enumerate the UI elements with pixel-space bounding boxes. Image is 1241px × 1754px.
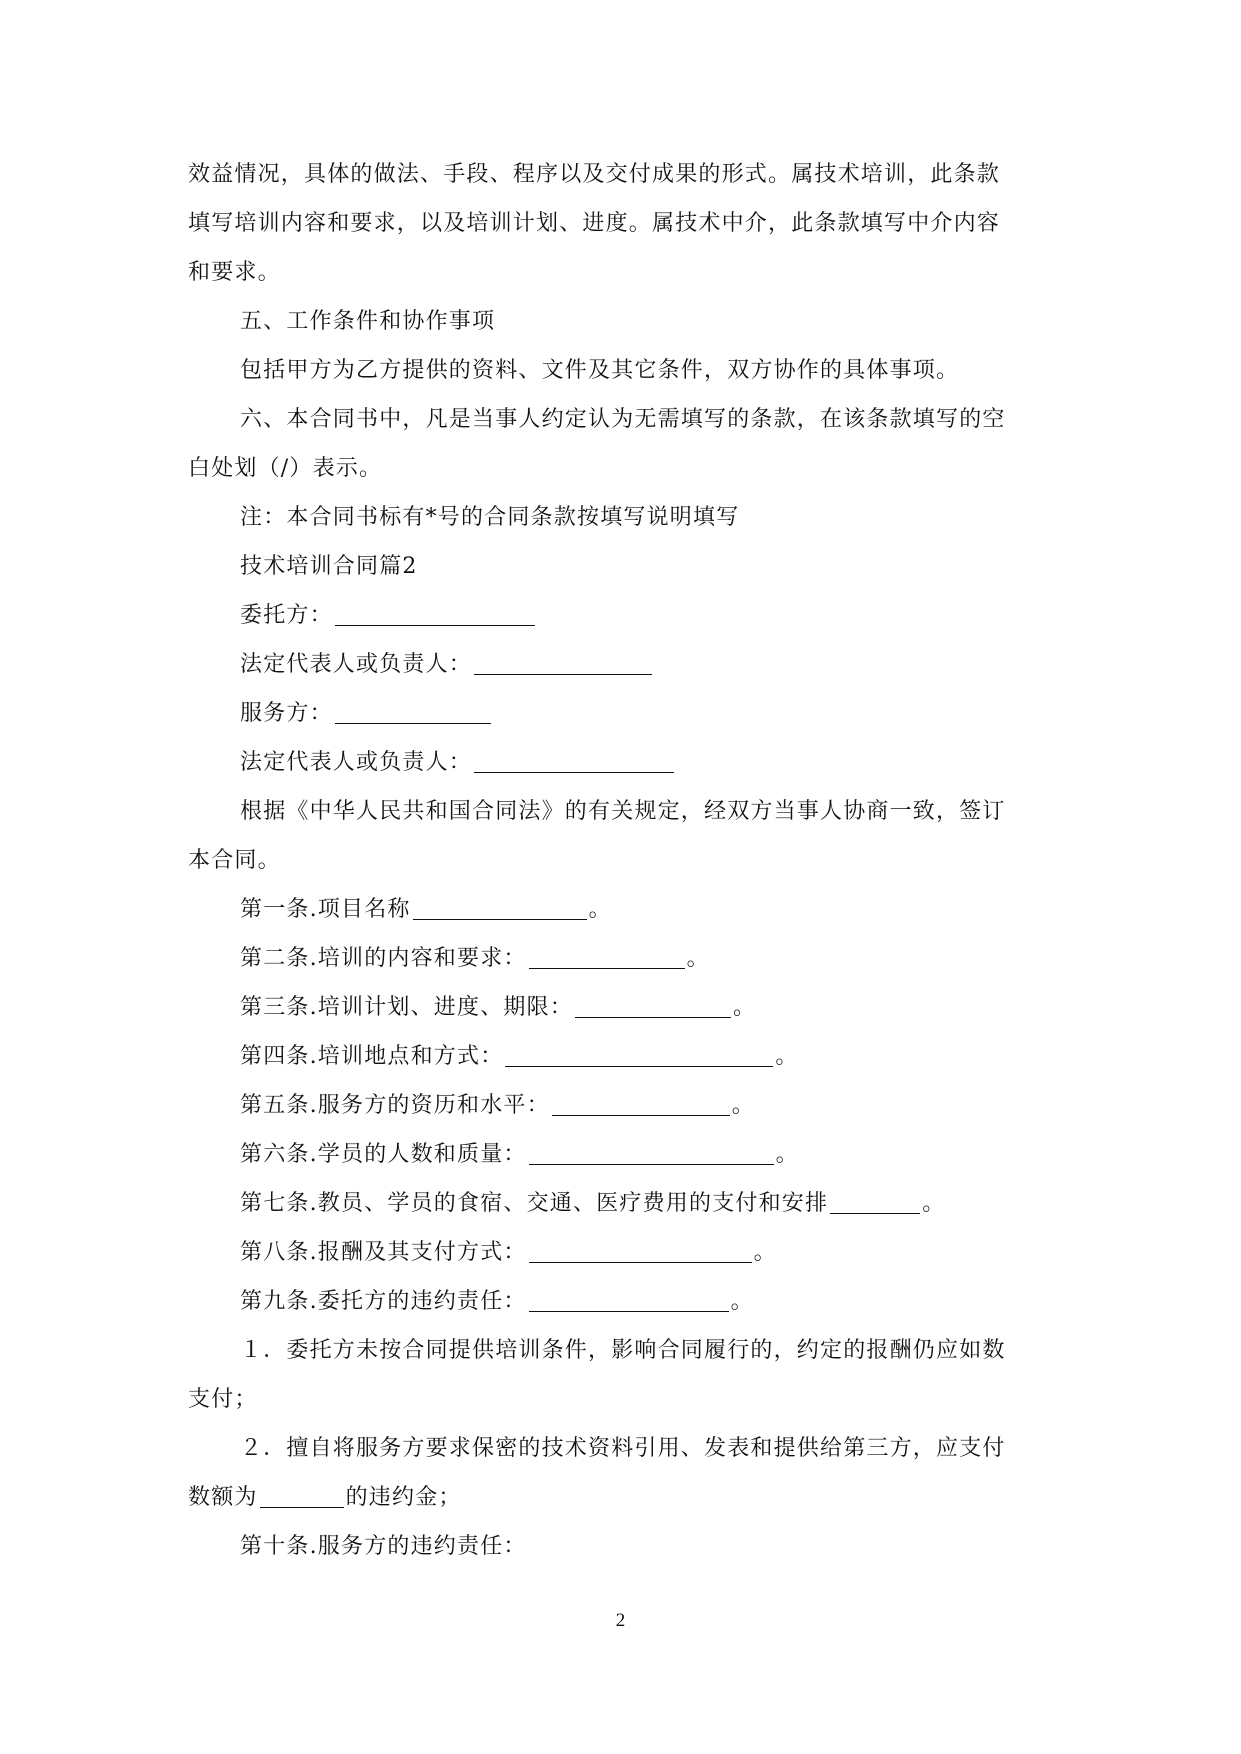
line-text: 第八条.报酬及其支付方式： xyxy=(240,1240,527,1265)
fill-in-blank xyxy=(474,746,674,773)
text-line xyxy=(188,493,1060,542)
text-line xyxy=(188,1375,1060,1424)
fill-in-blank xyxy=(529,1285,729,1312)
line-suffix: 。 xyxy=(686,946,710,971)
line-text: 第一条.项目名称 xyxy=(240,897,411,922)
line-text: 五、工作条件和协作事项 xyxy=(240,309,496,334)
fill-in-blank xyxy=(474,648,652,675)
line-suffix: 。 xyxy=(588,897,612,922)
text-line xyxy=(188,542,1060,591)
text-line xyxy=(188,150,1060,199)
line-text: 第九条.委托方的违约责任： xyxy=(240,1289,527,1314)
line-text: 委托方： xyxy=(240,603,333,628)
text-line xyxy=(188,444,1060,493)
text-line xyxy=(188,934,1060,983)
line-text: 数额为 xyxy=(188,1485,258,1510)
line-text: 法定代表人或负责人： xyxy=(240,750,473,775)
text-line xyxy=(188,738,1060,787)
line-text: 填写培训内容和要求，以及培训计划、进度。属技术中介，此条款填写中介内容 xyxy=(188,211,1001,236)
line-text: 第十条.服务方的违约责任： xyxy=(240,1534,527,1559)
line-text: 六、本合同书中，凡是当事人约定认为无需填写的条款，在该条款填写的空 xyxy=(240,407,1006,432)
fill-in-blank xyxy=(575,991,731,1018)
text-line xyxy=(188,1522,1060,1571)
text-line xyxy=(188,591,1060,640)
line-text: 技术培训合同篇2 xyxy=(240,554,418,579)
line-text: 第三条.培训计划、进度、期限： xyxy=(240,995,573,1020)
line-text: 服务方： xyxy=(240,701,333,726)
document-body xyxy=(188,150,1060,1571)
text-line xyxy=(188,983,1060,1032)
line-text: 根据《中华人民共和国合同法》的有关规定，经双方当事人协商一致，签订 xyxy=(240,799,1006,824)
text-line xyxy=(188,689,1060,738)
line-text: 注：本合同书标有*号的合同条款按填写说明填写 xyxy=(240,505,740,530)
line-suffix: 。 xyxy=(775,1044,799,1069)
line-suffix: 。 xyxy=(733,995,757,1020)
text-line xyxy=(188,1326,1060,1375)
text-line xyxy=(188,248,1060,297)
text-line xyxy=(188,1179,1060,1228)
text-line xyxy=(188,640,1060,689)
text-line xyxy=(188,1032,1060,1081)
line-suffix: 。 xyxy=(753,1240,777,1265)
text-line xyxy=(188,1277,1060,1326)
fill-in-blank xyxy=(335,599,535,626)
text-line xyxy=(188,297,1060,346)
page-number: 2 xyxy=(615,1610,626,1631)
fill-in-blank xyxy=(505,1040,773,1067)
line-suffix: 。 xyxy=(731,1093,755,1118)
fill-in-blank xyxy=(260,1481,344,1508)
text-line xyxy=(188,1130,1060,1179)
text-line xyxy=(188,346,1060,395)
line-text: 第二条.培训的内容和要求： xyxy=(240,946,527,971)
fill-in-blank xyxy=(830,1187,920,1214)
fill-in-blank xyxy=(529,1138,774,1165)
fill-in-blank xyxy=(552,1089,730,1116)
fill-in-blank xyxy=(413,893,587,920)
line-text: 本合同。 xyxy=(188,848,281,873)
line-suffix: 。 xyxy=(775,1142,799,1167)
fill-in-blank xyxy=(529,1236,752,1263)
fill-in-blank xyxy=(335,697,491,724)
text-line xyxy=(188,787,1060,836)
text-line xyxy=(188,1228,1060,1277)
line-text: 白处划（/）表示。 xyxy=(188,456,383,481)
line-text: 第五条.服务方的资历和水平： xyxy=(240,1093,550,1118)
line-text: 法定代表人或负责人： xyxy=(240,652,473,677)
text-line xyxy=(188,1424,1060,1473)
fill-in-blank xyxy=(529,942,685,969)
line-suffix: 的违约金； xyxy=(345,1485,462,1510)
line-text: ２．擅自将服务方要求保密的技术资料引用、发表和提供给第三方，应支付 xyxy=(240,1436,1006,1461)
line-text: 和要求。 xyxy=(188,260,281,285)
text-line xyxy=(188,1081,1060,1130)
line-text: 第四条.培训地点和方式： xyxy=(240,1044,504,1069)
line-text: 效益情况，具体的做法、手段、程序以及交付成果的形式。属技术培训，此条款 xyxy=(188,162,1001,187)
text-line xyxy=(188,199,1060,248)
line-text: 包括甲方为乙方提供的资料、文件及其它条件，双方协作的具体事项。 xyxy=(240,358,960,383)
text-line xyxy=(188,885,1060,934)
line-text: 支付； xyxy=(188,1387,258,1412)
line-text: 第七条.教员、学员的食宿、交通、医疗费用的支付和安排 xyxy=(240,1191,829,1216)
line-text: 第六条.学员的人数和质量： xyxy=(240,1142,527,1167)
line-text: １．委托方未按合同提供培训条件，影响合同履行的，约定的报酬仍应如数 xyxy=(240,1338,1006,1363)
line-suffix: 。 xyxy=(730,1289,754,1314)
line-suffix: 。 xyxy=(922,1191,946,1216)
text-line xyxy=(188,836,1060,885)
text-line xyxy=(188,1473,1060,1522)
text-line xyxy=(188,395,1060,444)
